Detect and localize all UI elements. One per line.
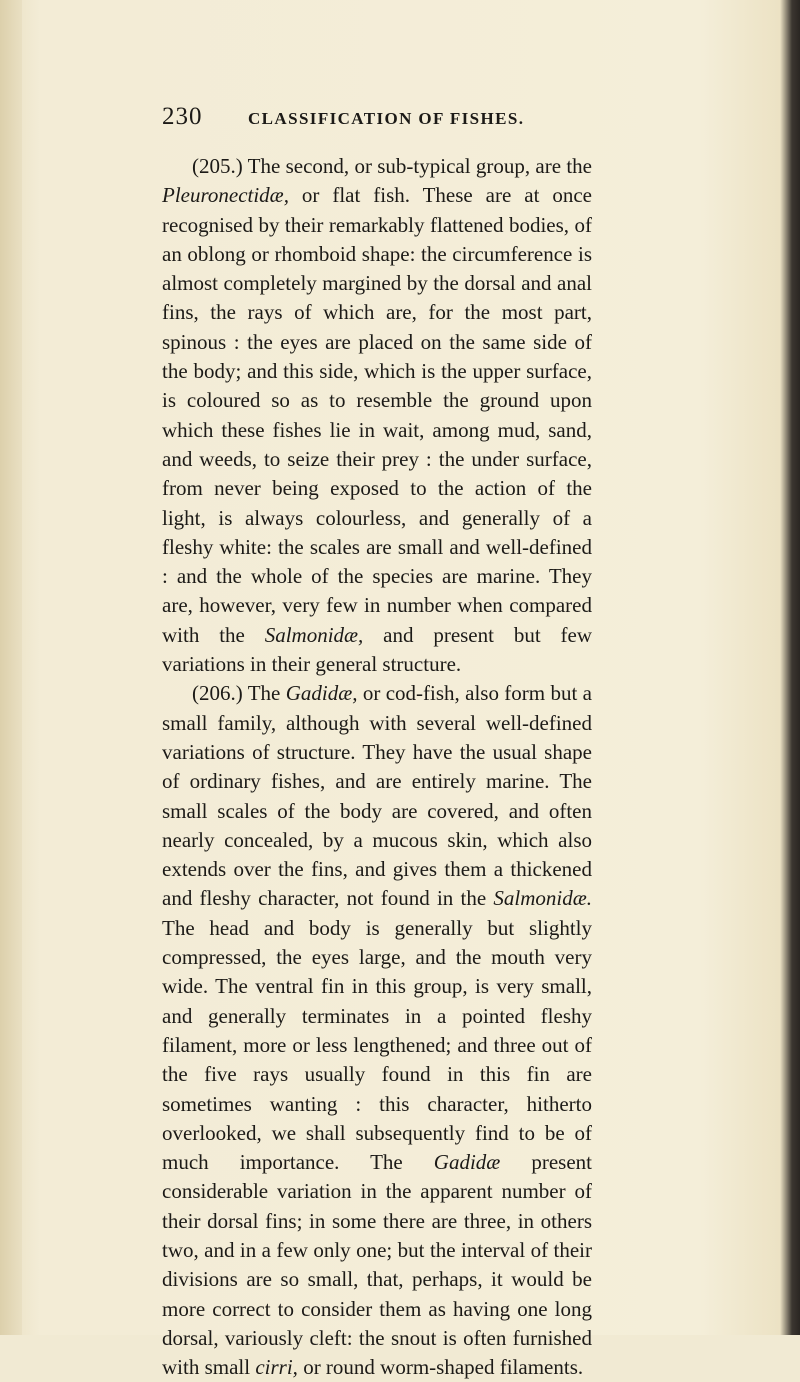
text-run: or flat fish. These are at once recognised by their remarkably flattened bodies, of an oblong or rhomboid shape: the circumference is almost completely margined by the dorsal and anal fins, the rays of which are, for the most part, spinous : the eyes are placed on the same side of the body; and this side, which is the upper surface, is coloured so as to resemble the ground upon which these fishes lie in wait, among mud, sand, and weeds, to seize their prey : the under surface, from never being exposed to the action of the light, is always colourless, and generally of a fleshy white: the scales are small and well-defined : and the whole of the species are marine. They are, however, very few in number when compared with the (162, 183, 592, 647)
page-header (162, 103, 592, 139)
text-run: The (242, 681, 286, 706)
running-head: CLASSIFICATION OF FISHES. (248, 109, 525, 128)
text-run: or round worm-shaped filaments. (297, 1355, 584, 1380)
paragraph-number: (206.) (192, 681, 243, 706)
text-run: or cod-fish, also form but a small family, although with several well-defined variations of structure. They have the usual shape of ordinary fishes, and are entirely marine. The small scales of the body are covered, and often nearly concealed, by a mucous skin, which also extends over the fins, and gives them a thickened and fleshy character, not found in the (162, 681, 592, 911)
text-run: The second, or sub-typical group, are the (242, 154, 592, 178)
text-run: present considerable variation in the apparent number of their dorsal fins; in some there are three, in others two, and in a few only one; but the interval of their divisions are so small, that, perhaps, it would be more correct to consider them as having one long dorsal, variously cleft: the snout is often furnished with small (162, 1150, 592, 1380)
taxon-name: Salmonidæ. (493, 886, 592, 911)
paragraph-205 (162, 152, 592, 679)
body-text (162, 152, 592, 1382)
text-run: and present but few variations in their general structure. (162, 622, 592, 677)
taxon-name: Gadidæ (433, 1150, 501, 1175)
taxon-name: Pleuronectidæ, (162, 183, 289, 208)
taxon-name: Salmonidæ, (264, 622, 364, 647)
term-italic: cirri, (255, 1355, 298, 1380)
page-edge-shadow (0, 0, 22, 1335)
page-number: 230 (162, 103, 203, 130)
text-run: The head and body is generally but slightly compressed, the eyes large, and the mouth very wide. The ventral fin in this group, is very small, and generally terminates in a pointed fleshy filament, more or less lengthened; and three out of the five rays usually found in this fin are sometimes wanting : this character, hitherto overlooked, we shall subsequently find to be of much importance. The (162, 915, 592, 1175)
paragraph-206 (162, 679, 592, 1382)
taxon-name: Gadidæ, (285, 681, 358, 706)
paragraph-number: (205.) (192, 154, 243, 178)
